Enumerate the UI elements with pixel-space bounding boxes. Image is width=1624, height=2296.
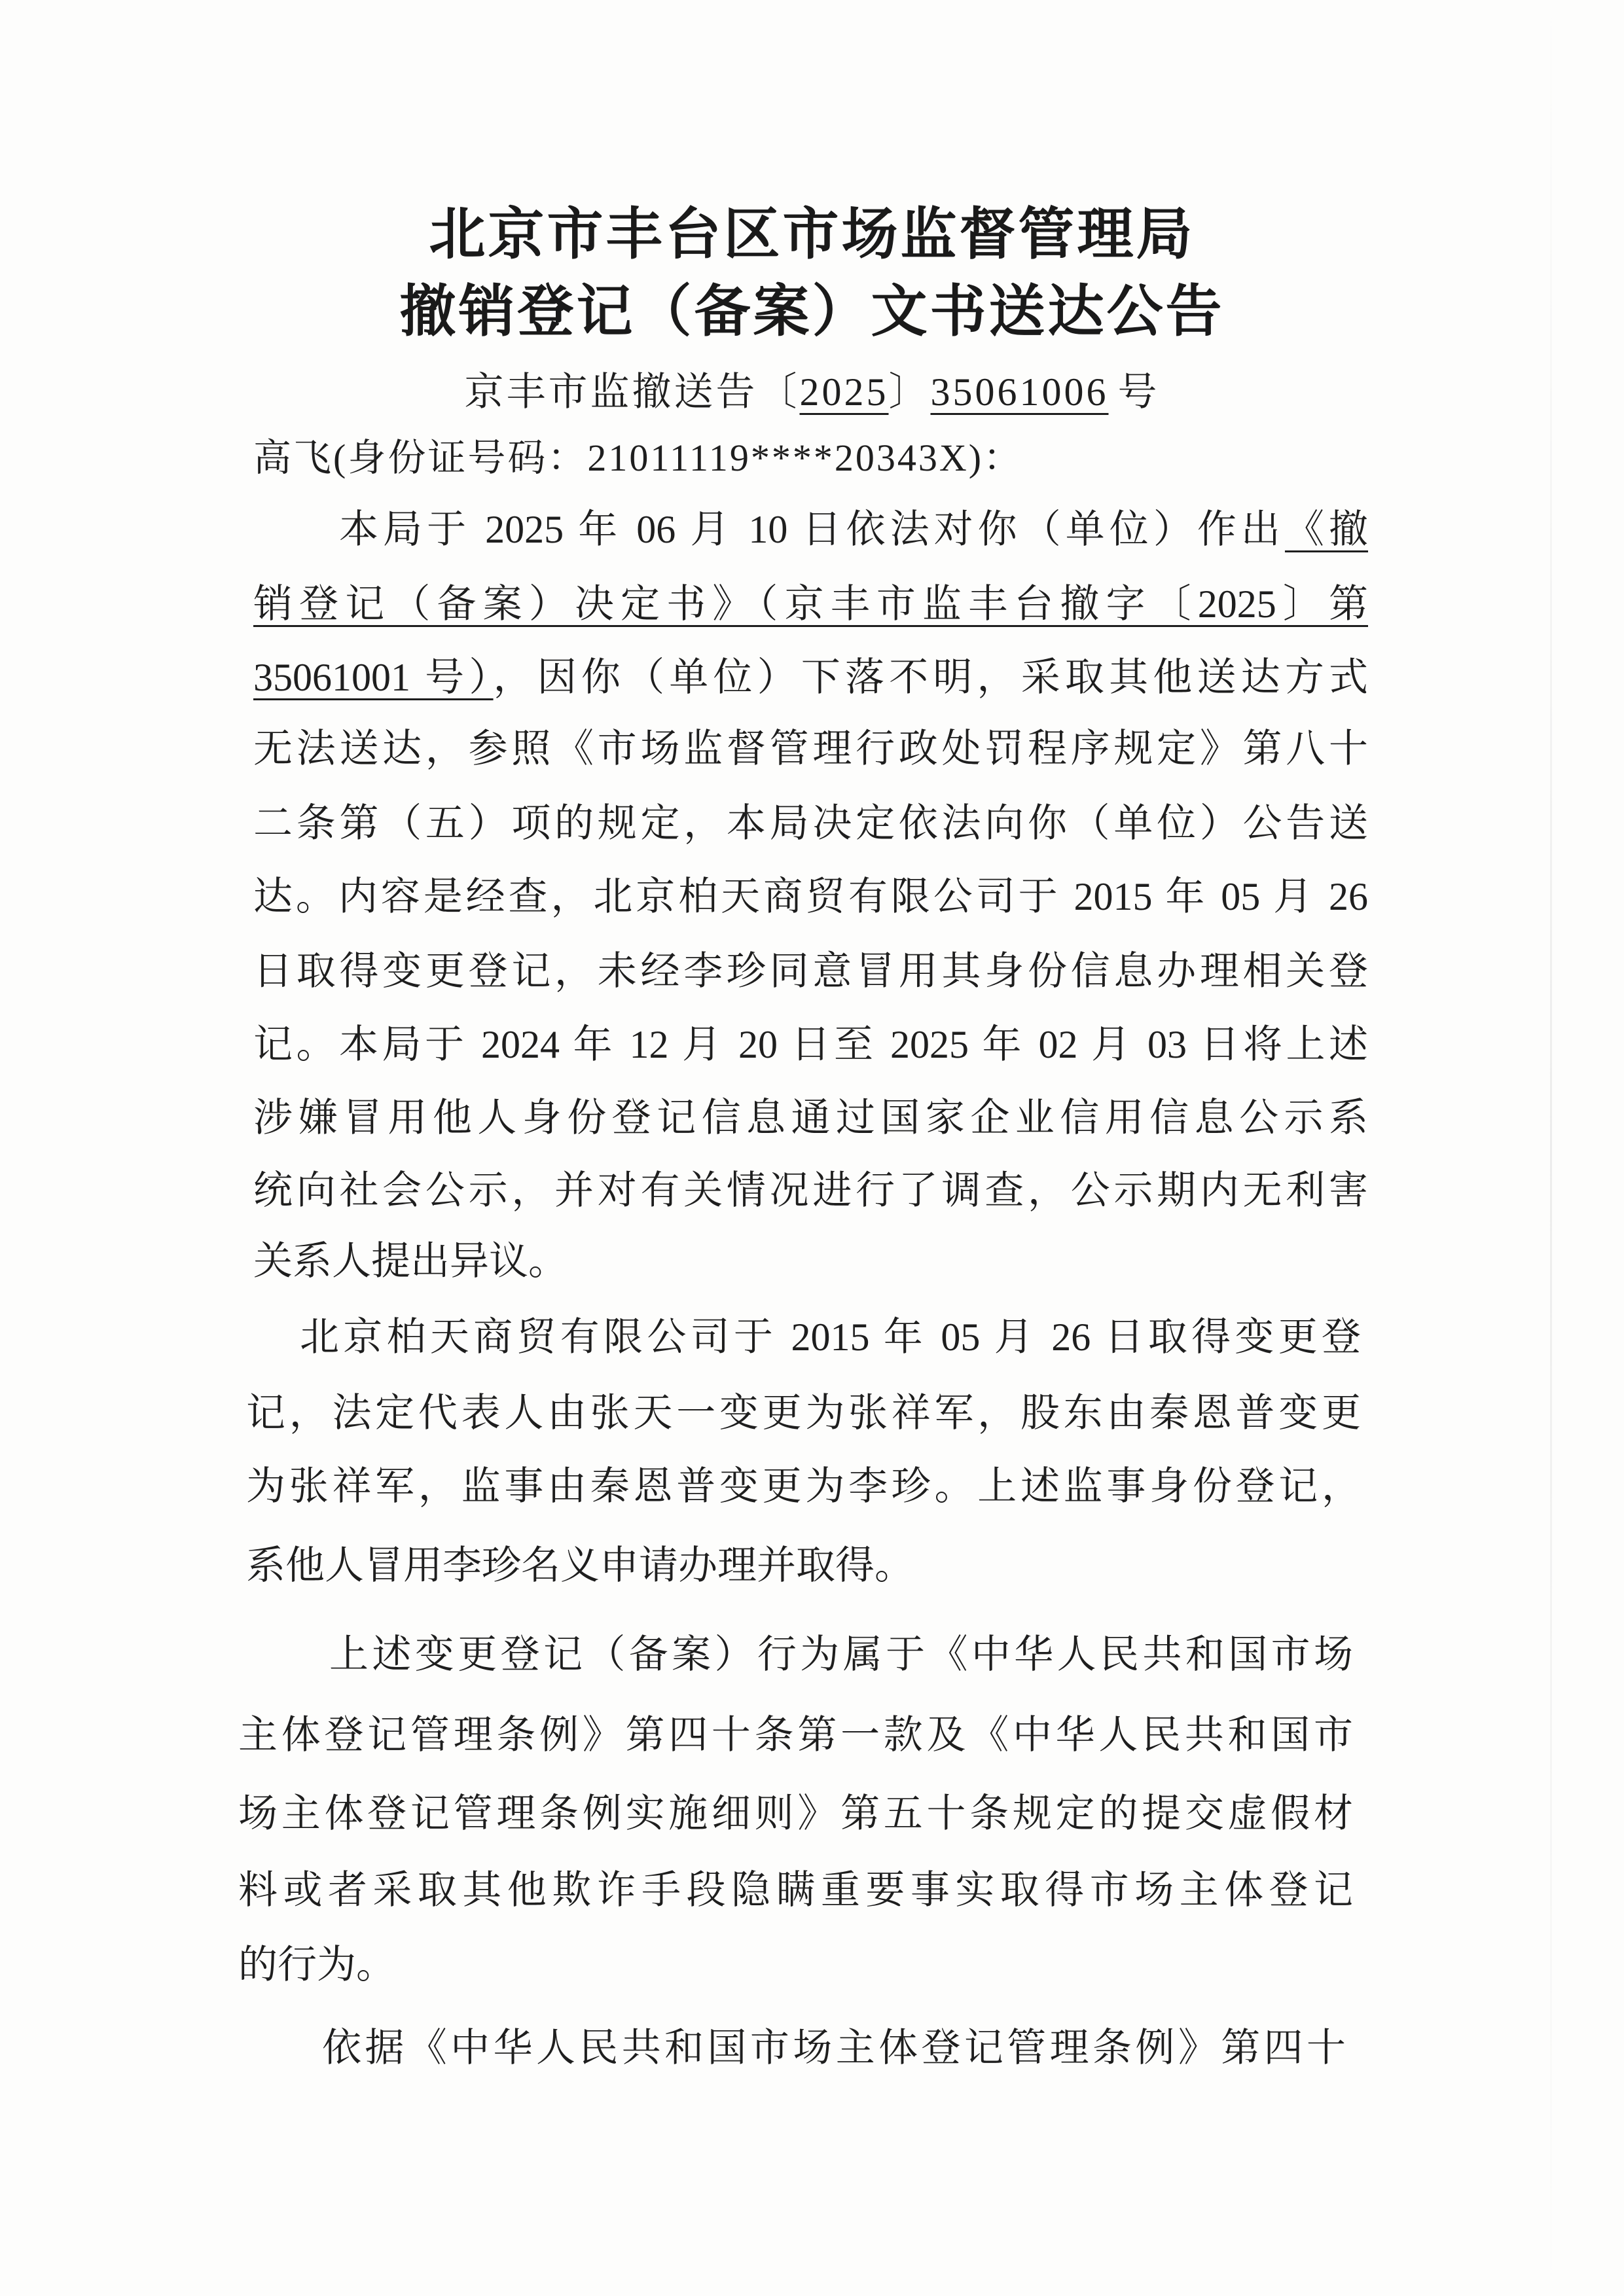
text-segment: 系他人冒用李珍名义申请办理并取得。 (246, 1544, 914, 1587)
document-number-suffix: 号 (1117, 370, 1160, 414)
paragraph-1-line-5 (253, 798, 1368, 848)
text-segment: 达。内容是经查，北京柏天商贸有限公司于 2015 年 05 月 26 (253, 875, 1368, 918)
text-segment: 依据《中华人民共和国市场主体登记管理条例》第四十 (322, 2026, 1346, 2070)
paragraph-1-line-10 (253, 1166, 1368, 1215)
paragraph-2-line-2 (246, 1388, 1361, 1438)
text-segment: 主体登记管理条例》第四十条第一款及《中华人民共和国市 (238, 1713, 1353, 1757)
text-segment: 关系人提出异议。 (253, 1240, 568, 1283)
paragraph-3-line-2 (238, 1710, 1353, 1760)
text-segment: 北京柏天商贸有限公司于 2015 年 05 月 26 日取得变更登 (300, 1316, 1361, 1359)
text-segment: 二条第（五）项的规定，本局决定依法向你（单位）公告送 (253, 802, 1368, 845)
paragraph-3-line-4 (238, 1865, 1353, 1915)
text-segment: 料或者采取其他欺诈手段隐瞒重要事实取得市场主体登记 (238, 1869, 1353, 1912)
paragraph-1-line-1 (339, 505, 1368, 554)
paragraph-1-line-8 (253, 1020, 1368, 1069)
paragraph-1-line-6 (253, 872, 1368, 922)
paragraph-2-line-4 (246, 1541, 1361, 1590)
underlined-text: 35061001 号） (253, 656, 494, 699)
paragraph-1-line-11 (253, 1236, 1368, 1286)
paragraph-1-line-9 (253, 1093, 1368, 1143)
addressee: 高飞(身份证号码：21011119****20343X)： (253, 437, 1024, 479)
text-segment: 涉嫌冒用他人身份登记信息通过国家企业信用信息公示系 (253, 1096, 1368, 1139)
paragraph-1-line-4 (253, 724, 1368, 774)
text-segment: 本局于 2025 年 06 月 10 日依法对你（单位）作出 (339, 508, 1285, 551)
text-segment: 统向社会公示，并对有关情况进行了调查，公示期内无利害 (253, 1169, 1368, 1212)
document-number (0, 367, 1624, 417)
document-number-serial: 35061006 (930, 370, 1109, 414)
text-segment: 无法送达，参照《市场监督管理行政处罚程序规定》第八十 (253, 727, 1368, 770)
text-segment: 场主体登记管理条例实施细则》第五十条规定的提交虚假材 (238, 1792, 1353, 1835)
paragraph-1-line-7 (253, 946, 1368, 996)
paragraph-1-line-3 (253, 653, 1368, 702)
paragraph-2-line-1 (300, 1312, 1361, 1362)
title-line-2: 撤销登记（备案）文书送达公告 (399, 279, 1225, 344)
underlined-text: 《撤 (1284, 508, 1369, 551)
document-number-bracket: 〕 (888, 370, 931, 414)
text-segment: 上述变更登记（备案）行为属于《中华人民共和国市场 (329, 1633, 1353, 1676)
paragraph-3-line-5 (238, 1940, 1353, 1990)
paragraph-3-line-3 (238, 1789, 1353, 1839)
paragraph-1-line-2 (253, 579, 1368, 629)
paragraph-2-line-3 (246, 1462, 1361, 1511)
underlined-text: 销登记（备案）决定书》（京丰市监丰台撤字〔2025〕第 (253, 583, 1368, 626)
text-segment: 的行为。 (238, 1943, 395, 1986)
paragraph-4-line-1 (322, 2023, 1346, 2073)
scan-edge-shadow (1550, 0, 1552, 2296)
text-segment: 为张祥军，监事由秦恩普变更为李珍。上述监事身份登记， (246, 1465, 1361, 1508)
text-segment: 记，法定代表人由张天一变更为张祥军，股东由秦恩普变更 (246, 1391, 1361, 1435)
document-number-year: 2025 (799, 370, 889, 414)
document-number-prefix: 京丰市监撤送告〔 (464, 370, 800, 414)
paragraph-3-line-1 (329, 1630, 1353, 1679)
text-segment: 日取得变更登记，未经李珍同意冒用其身份信息办理相关登 (253, 950, 1368, 993)
text-segment: 记。本局于 2024 年 12 月 20 日至 2025 年 02 月 03 日将上述 (253, 1023, 1368, 1066)
title-line-1: 北京市丰台区市场监督管理局 (429, 202, 1195, 267)
text-segment: ，因你（单位）下落不明，采取其他送达方式 (493, 656, 1369, 699)
